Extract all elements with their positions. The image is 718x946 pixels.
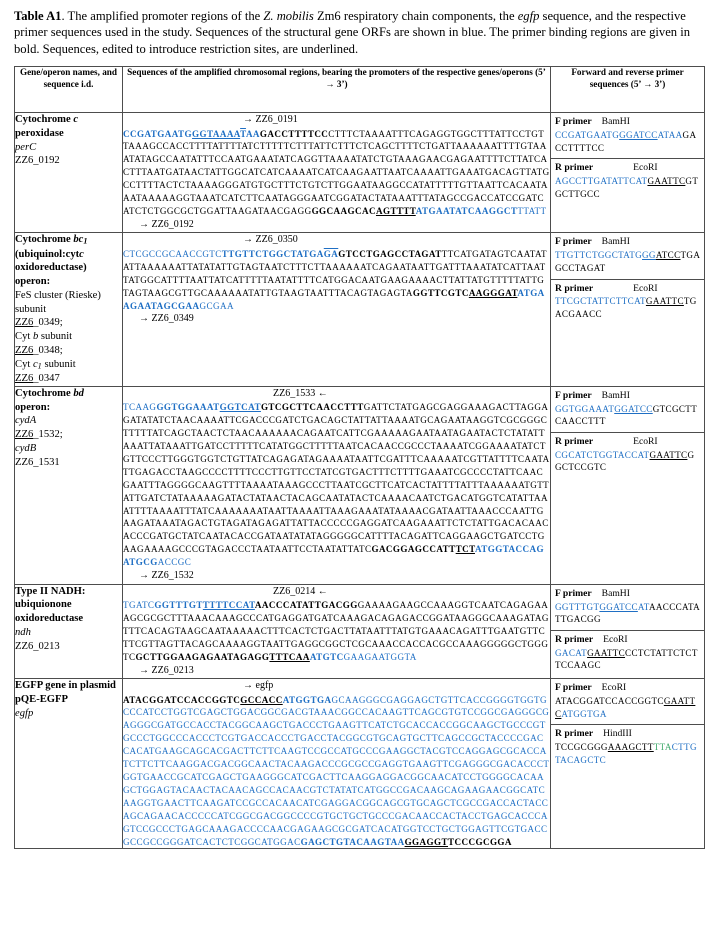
primer-segment: CTTGTACAGCTC xyxy=(555,742,697,765)
primer-segment: CGCATCTGGTACCAT xyxy=(555,449,650,460)
gene-direction-arrow-top: → ZZ6_0350 xyxy=(243,234,298,246)
sequence-id: ZZ6_0349; xyxy=(15,317,63,329)
gene-symbol: cydA xyxy=(15,415,37,427)
seq-segment: ATGTC xyxy=(309,651,344,662)
caption-italic-2: egfp xyxy=(517,9,540,23)
primer-segment: TCCGCGGG xyxy=(555,742,608,753)
primer-segment: GTGCTTGCC xyxy=(555,176,699,199)
gene-direction-arrow-bottom: → ZZ6_0192 xyxy=(139,218,194,230)
table-row xyxy=(15,584,705,679)
caption-italic-1: Z. mobilis xyxy=(263,9,314,23)
seq-segment: GGTCAT xyxy=(219,402,261,413)
sequence-id: ZZ6_0348; xyxy=(15,345,63,356)
amplified-sequence-cell xyxy=(123,584,551,679)
primer-segment: TGACGAACC xyxy=(555,296,697,320)
table-row xyxy=(15,679,705,849)
primer-header xyxy=(555,283,701,295)
primer-segment: GGATCC xyxy=(614,403,653,414)
restriction-enzyme-label: HindIII xyxy=(603,728,632,740)
primer-segment: ATAA xyxy=(657,130,683,141)
primer-label: R primer xyxy=(555,435,594,447)
forward-primer xyxy=(551,585,704,630)
seq-segment: GATTCTATGAGCGAGGAAAGACTTAGGAGATATATCTAACAAAATTCGACCCGATCTGACAGCTATTATTAAAATGCAGAATAAGGTCGCGGGCTTTTTATCAGCTAACTCTAACAAAAAACAGAATCATTCGAAAAAGAATAATAGAATACTCTATATTAAATTATAAATTGATCCTTTTTCATATGGCTTTTTAATCACAACCGCCCTAAAATCGGAAAATATCTGTTCCCTTGGGTGGTCTGTTATCAGAGATAGAAAATAATTCGATTTCAAAAATCGTTATTTTCAATATTGAGACCTAAGCCCCTTTTCCCTTGTTCCTATCGTGACTTTCTTTTGAAATCGCCCCTATTCAACGAATTTAGGGGCAAGTTTTAAAATAAAGCCCTTAATCGCTTCATCACTATTTTATTTAAAAAATGTTATTGATCTATAAAAAGATACTATAACTACAGCAATATACTCAAAACAATCTGACATGGTCATATTAAATTTTAAAATTTATCAAAAAAATAATTAAAATTAAAGAAATATAAAACGATAATTAAACCCAATTGAAGATAAATAGACTGTAGATAGAGATTATTACCCCCGAGGATCAAGAAATTCTCTATTGACACAACACCCGATGCTATCAATACACCGATAATATATAGGGGGCATTTTACAGATTCAGGAAGCTGATCCTGAAGAAAAGCCCGTAGACCCTAATAATTCCTAATATTATC xyxy=(123,402,550,555)
amplified-sequence-cell xyxy=(123,386,551,584)
primer-sequence xyxy=(555,601,701,626)
gene-name-line: (ubiquinol:cytc oxidoreductase) operon: xyxy=(15,248,87,288)
primer-segment: TTCGCTATTCTTCAT xyxy=(555,296,646,307)
table-row xyxy=(15,233,705,386)
primer-segment: GAATTC xyxy=(555,696,696,719)
seq-segment: ATACGGATCCACCGGTC xyxy=(123,694,241,705)
seq-segment: TCT xyxy=(455,544,475,555)
primer-segment: GAATTC xyxy=(587,647,626,658)
primer-header xyxy=(555,634,701,646)
table-row xyxy=(15,386,705,584)
primer-header xyxy=(555,682,701,694)
gene-direction-arrow-top: ZZ6_1533 ← xyxy=(273,387,328,399)
seq-segment: AA xyxy=(245,128,260,139)
seq-segment: ATGGTGA xyxy=(282,694,332,705)
amplified-sequence-cell xyxy=(123,233,551,386)
primer-sequences-cell xyxy=(551,679,705,849)
primer-segment: GGCTCCGTC xyxy=(555,449,695,473)
seq-segment: AGTTTT xyxy=(375,206,416,217)
primer-label: F primer xyxy=(555,116,592,128)
reverse-primer xyxy=(551,630,704,676)
gene-symbol: egfp xyxy=(15,707,34,719)
seq-segment: GAGCTGTACAAGTAA xyxy=(300,836,405,847)
primer-segment: TTA xyxy=(653,742,672,753)
seq-segment: GCTTGGAAGAGAATAGAGG xyxy=(135,651,270,662)
seq-segment: ATGAAGAATAGCGAA xyxy=(123,287,545,311)
caption-text-1: . The amplified promoter regions of the xyxy=(61,9,264,23)
seq-segment: TCCCGCGGA xyxy=(448,836,512,847)
gene-symbol: ndh xyxy=(15,626,31,638)
header-gene-operon: Gene/operon names, and sequence i.d. xyxy=(15,67,123,113)
gene-direction-arrow-bottom: → ZZ6_0213 xyxy=(139,664,194,676)
dna-sequence xyxy=(123,248,550,313)
seq-segment: TTTTCCAT xyxy=(202,600,255,611)
seq-segment: ACCGC xyxy=(157,557,192,568)
primer-segment: GGATCC xyxy=(599,601,638,612)
gene-operon-names-cell xyxy=(15,584,123,679)
subunit-line: Cyt c1 subunit xyxy=(15,358,76,371)
subunit-line: FeS cluster (Rieske) subunit xyxy=(15,289,101,315)
reverse-primer xyxy=(551,724,704,770)
seq-segment: TTCATGATAGTCAATATATTAAAAAATTATATATTGTAGTAATCTTTCTTAAAAAATCAGAATAATTGATTTAAATATCATTAATTATGGCATTTTAATTATCATTTTTAATATTTTCATGGACAATGAAGAAAACTTATTATGTTTTTATTGTAGTAAGCGTTGCAAAAAATATTGTAAGTAATTTACAGTAGAGTA xyxy=(123,248,547,298)
table-header-row xyxy=(15,67,705,113)
primer-header xyxy=(555,116,701,128)
primer-sequences-cell xyxy=(551,584,705,679)
sequence-id: ZZ6_1531 xyxy=(15,456,60,468)
gene-operon-names-cell xyxy=(15,679,123,849)
gene-direction-arrow-top: ZZ6_0214 ← xyxy=(273,585,328,597)
restriction-enzyme-label: BamHI xyxy=(601,389,630,401)
seq-segment: ATGAATATCAAGGCT xyxy=(415,206,518,217)
gene-name-line: Type II NADH: ubiquionone oxidoreductase xyxy=(15,585,86,625)
gene-direction-arrow-top: → egfp xyxy=(243,680,274,692)
caption-label: Table A1 xyxy=(14,9,62,23)
primer-segment: GGTTTGT xyxy=(555,601,600,612)
primer-segment: GG xyxy=(642,250,656,261)
primer-sequence xyxy=(555,449,701,474)
primer-segment: AGCCTTGATATTCAT xyxy=(555,176,648,187)
seq-segment: GGTTTGT xyxy=(154,600,203,611)
reverse-primer xyxy=(551,158,704,204)
restriction-enzyme-label: EcoRI xyxy=(601,682,627,694)
gene-name-line: operon: xyxy=(15,401,51,413)
caption-text-2: Zm6 respiratory chain components, the xyxy=(313,9,518,23)
primer-header xyxy=(555,436,701,448)
seq-segment: GACCTTTTCC xyxy=(259,128,329,139)
seq-segment: GCGAA xyxy=(199,300,234,311)
primer-segment: ATACGGATCCACCGGTC xyxy=(555,696,664,707)
table-body xyxy=(15,113,705,849)
seq-segment: TTGTTCTGGCTATGA xyxy=(221,248,324,259)
primer-label: F primer xyxy=(555,236,592,248)
forward-primer xyxy=(551,233,704,278)
seq-segment: TCAAG xyxy=(123,402,157,413)
sequences-table xyxy=(14,66,705,849)
primer-segment: GTCGCTTCAACCTTT xyxy=(555,403,698,427)
gene-symbol: cydB xyxy=(15,442,37,454)
seq-segment: GAAGAATGGTA xyxy=(343,651,417,662)
primer-label: R primer xyxy=(555,282,594,294)
dna-sequence xyxy=(123,599,550,664)
forward-primer xyxy=(551,679,704,724)
primer-segment: TTGTTCTGGCTATG xyxy=(555,250,643,261)
gene-name-line: Cytochrome bd xyxy=(15,387,84,399)
primer-segment: TGAGCCTAGAT xyxy=(555,250,701,273)
seq-segment: $\overline{T}$ xyxy=(240,128,246,139)
primer-segment: GACAT xyxy=(555,647,588,658)
seq-segment: GCCACC xyxy=(240,694,283,705)
primer-sequence xyxy=(555,175,701,200)
primer-sequence xyxy=(555,647,701,672)
gene-name-line: EGFP gene in plasmid pQE-EGFP xyxy=(15,680,116,705)
primer-label: F primer xyxy=(555,682,592,694)
primer-segment: CCGATGAATG xyxy=(555,130,620,141)
seq-segment: GACGGAGCCATT xyxy=(371,544,456,555)
amplified-sequence-cell xyxy=(123,113,551,233)
seq-segment: AAGGGAT xyxy=(468,287,518,298)
primer-label: R primer xyxy=(555,728,594,740)
primer-segment: AAAGCTT xyxy=(607,742,654,753)
seq-segment: GTCCTGAGCCTAGAT xyxy=(338,248,442,259)
amplified-sequence-cell xyxy=(123,679,551,849)
primer-segment: GAATTC xyxy=(645,296,684,307)
seq-segment: TTATT xyxy=(517,206,547,217)
primer-segment: AT xyxy=(637,601,649,612)
primer-segment: ATGGTGA xyxy=(561,708,607,719)
restriction-enzyme-label: EcoRI xyxy=(633,435,658,447)
seq-segment: AACCCATATTGACGG xyxy=(254,600,358,611)
primer-label: F primer xyxy=(555,587,592,599)
dna-sequence xyxy=(123,128,550,218)
primer-sequences-cell xyxy=(551,386,705,584)
primer-segment: GAATTC xyxy=(649,449,688,460)
primer-sequence xyxy=(555,403,701,428)
forward-primer xyxy=(551,113,704,158)
header-primers: Forward and reverse primer sequences (5’ → 3’) xyxy=(551,67,705,113)
primer-sequence xyxy=(555,695,701,720)
seq-segment: CTTTCTAAAATTTCAGAGGTGGCTTTATTCCTGTTAAAGCCACCTTTTATTTTATCTTTTTCTTTATTCTTTCTCAGCTTTTCTGATTAAAAAATTTTGTAAATATAGCCAATATTTCCAATGAAATATCAGGTTAAAATATCTGTAAAGAACGAGAATTTTCTTATCACTTTAATGATAACTATTGGCATCATCAAAATCATCAAGAATTAATCAAAATTGAAATGACAGTTATGCCTTTTACTCTAAAAGGGATGTGCTTTCTGTCTTGGAATAAGGCCATATTTTTGTTAATTCACAATAAATAAAAAGGTAAATCATCTTCAATAGGGAATCGGATACTATAAATTTATAGCCGACCATCCGATCATCTCTGGCGCTGGATTAAGATAACGAGG xyxy=(123,128,550,217)
sequence-id: ZZ6_0213 xyxy=(15,640,60,652)
primer-header xyxy=(555,728,701,740)
gene-direction-arrow-bottom: → ZZ6_0349 xyxy=(139,313,194,325)
forward-primer xyxy=(551,387,704,432)
reverse-primer xyxy=(551,279,704,325)
primer-segment: GGTGGAAAT xyxy=(555,403,615,414)
primer-header xyxy=(555,588,701,600)
gene-name-line: Cytochrome bc1 xyxy=(15,234,88,246)
gene-operon-names-cell xyxy=(15,233,123,386)
gene-direction-arrow-bottom: → ZZ6_1532 xyxy=(139,570,194,582)
caption-text-3: sequence, and the respective primer sequences used in the study. Sequences of the structural gene ORFs are shown in blue. The primer binding regions are given in bold. Sequences, edited to introduce restriction sites, are underlined. xyxy=(14,9,691,56)
primer-sequences-cell xyxy=(551,233,705,386)
gene-symbol: perC xyxy=(15,141,37,153)
primer-label: R primer xyxy=(555,633,594,645)
restriction-enzyme-label: BamHI xyxy=(601,587,630,599)
seq-segment: TGATC xyxy=(123,600,155,611)
seq-segment: GGTTCGTC xyxy=(412,287,469,298)
seq-segment: TTTCAA xyxy=(269,651,310,662)
seq-segment: GGCAAGCAC xyxy=(311,206,376,217)
sequence-id: ZZ6_1532; xyxy=(15,429,63,441)
seq-segment: GGTAAAA xyxy=(192,128,241,139)
seq-segment: CCGATGAATG xyxy=(123,128,193,139)
restriction-enzyme-label: EcoRI xyxy=(603,633,628,645)
primer-header xyxy=(555,236,701,248)
seq-segment: GGTGGAAAT xyxy=(156,402,220,413)
dna-sequence xyxy=(123,401,550,569)
restriction-enzyme-label: BamHI xyxy=(601,236,630,248)
seq-segment: CTCGCCGCAACCGTC xyxy=(123,248,222,259)
subunit-line: Cyt b subunit xyxy=(15,331,73,343)
primer-sequence xyxy=(555,295,701,320)
restriction-enzyme-label: EcoRI xyxy=(633,162,658,174)
gene-operon-names-cell xyxy=(15,113,123,233)
sequence-id: ZZ6_0347 xyxy=(15,372,60,384)
sequence-id: ZZ6_0192 xyxy=(15,155,60,167)
table-caption xyxy=(14,8,704,57)
seq-segment: ATGGTACCAGATGCG xyxy=(123,544,544,568)
primer-segment: ATCC xyxy=(655,250,681,261)
primer-sequence xyxy=(555,741,701,766)
primer-sequences-cell xyxy=(551,113,705,233)
primer-label: F primer xyxy=(555,389,592,401)
primer-segment: AACCCATATTGACGG xyxy=(555,601,701,625)
header-sequences: Sequences of the amplified chromosomal regions, bearing the promoters of the respective genes/operons (5’ → 3’) xyxy=(123,67,551,113)
seq-segment: GTCGCTTCAACCTTT xyxy=(260,402,364,413)
gene-name-line: Cytochrome c xyxy=(15,114,79,126)
gene-direction-arrow-top: → ZZ6_0191 xyxy=(243,114,298,126)
dna-sequence xyxy=(123,694,550,849)
seq-segment: GCAAGGGCGAGGAGCTGTTCACCGGGGTGGTGCCCATCCTGGTCGAGCTGGACGGCGACGTAAACGGCCACAAGTTCAGCGTGTCCGGCGAGGGCGAGGGCGATGCCACCTACGGCAAGCTGACCCTGAAGTTCATCTGCACCACCGGCAAGCTGCCCGTGCCCTGGCCCACCCTCGTGACCACCCTGACCTACGGCGTGCAGTGCTTCAGCCGCTACCCCGACCACATGAAGCAGCACGACTTCTTCAAGTCCGCCATGCCCGAAGGCTACGTCCAGGAGCGCACCATCTTCTTCAAGGACGACGGCAACTACAAGACCCGCGCCGAGGTGAAGTTCGAGGGCGACACCCTGGTGAACCGCATCGAGCTGAAGGGCATCGACTTCAAGGAGGACGGCAACATCCTGGGGCACAAGCTGGAGTACAACTACAACAGCCACAACGTCTATATCATGGCCGACAAGCAGAAGAACGGCATCAAGGTGAACTTCAAGATCCGCCACAACATCGAGGACGGCAGCGTGCAGCTCGCCGACCACTACCAGCAGAACACCCCCATCGGCGACGGCCCCGTGCTGCTGCCCGACAACCACTACCTGAGCACCCAGTCCGCCCTGAGCAAAGACCCCAACGAGAAGCGCGATCACATGGTCCTGCTGGAGTTCGTGACCGCCGCCGGGATCACTCTCGGCATGGAC xyxy=(123,694,550,847)
primer-header xyxy=(555,162,701,174)
primer-segment: CCTCTATTCTCTTCCAAGC xyxy=(555,647,698,671)
seq-segment: $\overline{GA}$ xyxy=(323,248,339,259)
reverse-primer xyxy=(551,432,704,478)
primer-sequence xyxy=(555,249,701,274)
primer-header xyxy=(555,390,701,402)
seq-segment: GGAGGT xyxy=(404,836,449,847)
primer-segment: GAATTC xyxy=(647,176,686,187)
primer-segment: GACCTTTTCC xyxy=(555,130,697,153)
primer-sequence xyxy=(555,129,701,154)
restriction-enzyme-label: BamHI xyxy=(601,116,630,128)
table-row xyxy=(15,113,705,233)
gene-operon-names-cell xyxy=(15,386,123,584)
primer-label: R primer xyxy=(555,162,594,174)
restriction-enzyme-label: EcoRI xyxy=(633,282,658,294)
primer-segment: GGATCC xyxy=(619,130,658,141)
seq-segment: GAAAAGAAGCCAAAGGTCAATCAGAGAAAGCGCGCTTTAAACAAAGCCCATGAGGATGATCAAAGACAGAGACCGGATAAGGGCAAAGATAGTTTCACAGTAAGCAATAAAAACTTTCACTCTGACTTATAATTTATGTGAAACAGATTTGAATGTTCTTCGTTAGTTACAGCAAAAGGTAATTGAGGCGGCTCGCAAACCACCACGCCAAAGGGGGCTGGGTC xyxy=(123,600,549,662)
gene-name-line: peroxidase xyxy=(15,127,64,139)
